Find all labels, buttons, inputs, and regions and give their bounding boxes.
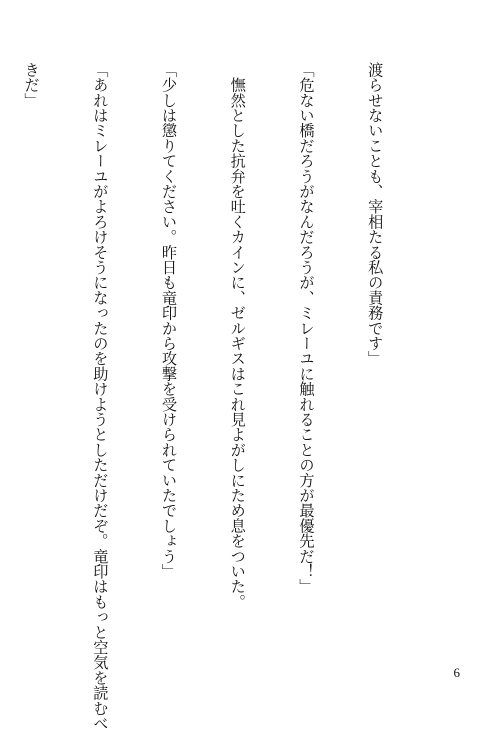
text-line: 「危ない橋だろうがなんだろうが、ミレーユに触れることの方が最優先だ！」: [297, 62, 316, 594]
text-line: 「少しは懲りてください。昨日も竜印から攻撃を受けられていたでしょう」: [160, 62, 179, 579]
text-line: 憮然とした抗弁を吐くカインに、ゼルギスはこれ見よがしにため息をついた。: [228, 62, 247, 610]
page-number: 6: [453, 665, 460, 680]
body-text: [22, 62, 432, 731]
text-line: 渡らせないことも、宰相たる私の責務です」: [366, 62, 385, 366]
text-line: 「あれはミレーユがよろけそうになったのを助けようとしただけだぞ。竜印はもっと空気を読むべ: [91, 62, 110, 731]
text-line: きだ」: [22, 62, 41, 108]
